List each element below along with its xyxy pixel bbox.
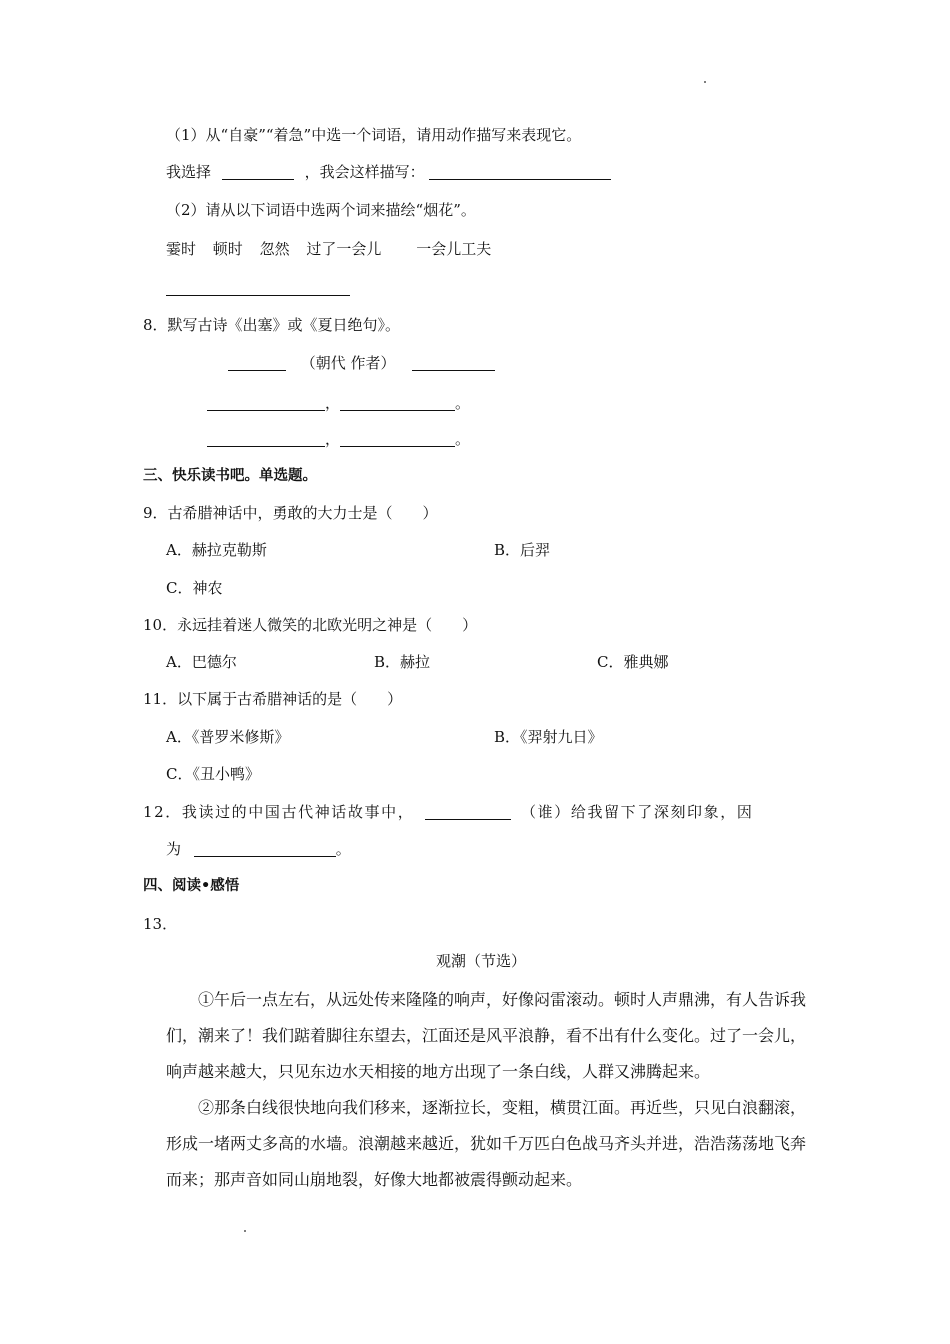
verse-2-blank[interactable] xyxy=(340,394,455,411)
q7-sub1: （1）从“自豪”“着急”中选一个词语，请用动作描写来表现它。 xyxy=(166,126,582,144)
q7-choose-line xyxy=(166,162,611,182)
word-4: 一会儿工夫 xyxy=(416,240,492,258)
q12-prefix: 12．我读过的中国古代神话故事中， xyxy=(143,803,415,821)
section3-heading: 三、快乐读书吧。单选题。 xyxy=(143,468,317,484)
dynasty-author-label: （朝代 作者） xyxy=(300,354,396,372)
q10-stem: 10．永远挂着迷人微笑的北欧光明之神是（ ） xyxy=(143,616,478,634)
q8-author-line xyxy=(228,353,495,373)
q9-option-a[interactable]: A．赫拉克勒斯 xyxy=(166,541,267,559)
q9-option-c[interactable]: C．神农 xyxy=(166,579,223,597)
q8-title: 8．默写古诗《出塞》或《夏日绝句》。 xyxy=(143,316,401,334)
corner-dot-bottom xyxy=(244,1230,246,1232)
q7-sub2: （2）请从以下词语中选两个词来描绘“烟花”。 xyxy=(166,201,476,219)
q11-option-b[interactable]: B．《羿射九日》 xyxy=(494,728,603,746)
choose-mid: ，我会这样描写： xyxy=(304,163,425,181)
q7-word-list xyxy=(166,239,491,259)
poem-title-blank[interactable] xyxy=(228,354,286,371)
choose-word-blank[interactable] xyxy=(222,163,294,180)
q8-poem-line-2 xyxy=(207,429,470,449)
period: 。 xyxy=(455,394,471,412)
q12-line-2 xyxy=(166,839,351,859)
q12-line-1 xyxy=(143,802,753,822)
choose-prefix: 我选择 xyxy=(166,163,212,181)
verse-3-blank[interactable] xyxy=(207,430,325,447)
q11-stem: 11．以下属于古希腊神话的是（ ） xyxy=(143,690,403,708)
period: 。 xyxy=(455,430,471,448)
word-1: 顿时 xyxy=(212,240,243,258)
q12-mid: （谁）给我留下了深刻印象，因 xyxy=(521,803,754,821)
verse-4-blank[interactable] xyxy=(340,430,455,447)
q10-option-a[interactable]: A．巴德尔 xyxy=(166,653,237,671)
q8-poem-line-1 xyxy=(207,393,470,413)
comma: ， xyxy=(325,394,341,412)
word-3: 过了一会儿 xyxy=(306,240,382,258)
q12-who-blank[interactable] xyxy=(425,803,511,820)
q12-line2-prefix: 为 xyxy=(166,840,182,858)
word-0: 霎时 xyxy=(166,240,197,258)
q10-option-b[interactable]: B．赫拉 xyxy=(374,653,431,671)
word-2: 忽然 xyxy=(259,240,290,258)
q9-stem: 9．古希腊神话中，勇敢的大力士是（ ） xyxy=(143,504,438,522)
q11-option-a[interactable]: A．《普罗米修斯》 xyxy=(166,728,290,746)
q10-option-c[interactable]: C．雅典娜 xyxy=(597,653,669,671)
q12-reason-blank[interactable] xyxy=(194,840,336,857)
section4-heading: 四、阅读•感悟 xyxy=(143,878,240,894)
fireworks-answer-blank[interactable] xyxy=(166,279,350,296)
passage-paragraph-1: ①午后一点左右，从远处传来隆隆的响声，好像闷雷滚动。顿时人声鼎沸，有人告诉我们，潮来了！我们踮着脚往东望去，江面还是风平浪静，看不出有什么变化。过了一会儿，响声越来越大，只见东边水天相接的地方出现了一条白线，人群又沸腾起来。 xyxy=(166,990,807,1081)
corner-dot-top xyxy=(704,81,706,83)
describe-blank[interactable] xyxy=(429,163,611,180)
q12-end: 。 xyxy=(335,840,351,858)
q9-option-b[interactable]: B．后羿 xyxy=(494,541,551,559)
q11-option-c[interactable]: C．《丑小鸭》 xyxy=(166,765,260,783)
comma: ， xyxy=(325,430,341,448)
passage-title: 观潮（节选） xyxy=(436,952,527,970)
passage-paragraph-2: ②那条白线很快地向我们移来，逐渐拉长，变粗，横贯江面。再近些，只见白浪翻滚，形成一堵两丈多高的水墙。浪潮越来越近，犹如千万匹白色战马齐头并进，浩浩荡荡地飞奔而来；那声音如同山崩地裂，好像大地都被震得颤动起来。 xyxy=(166,1098,807,1189)
q13-number: 13． xyxy=(143,915,178,933)
verse-1-blank[interactable] xyxy=(207,394,325,411)
author-blank[interactable] xyxy=(412,354,495,371)
